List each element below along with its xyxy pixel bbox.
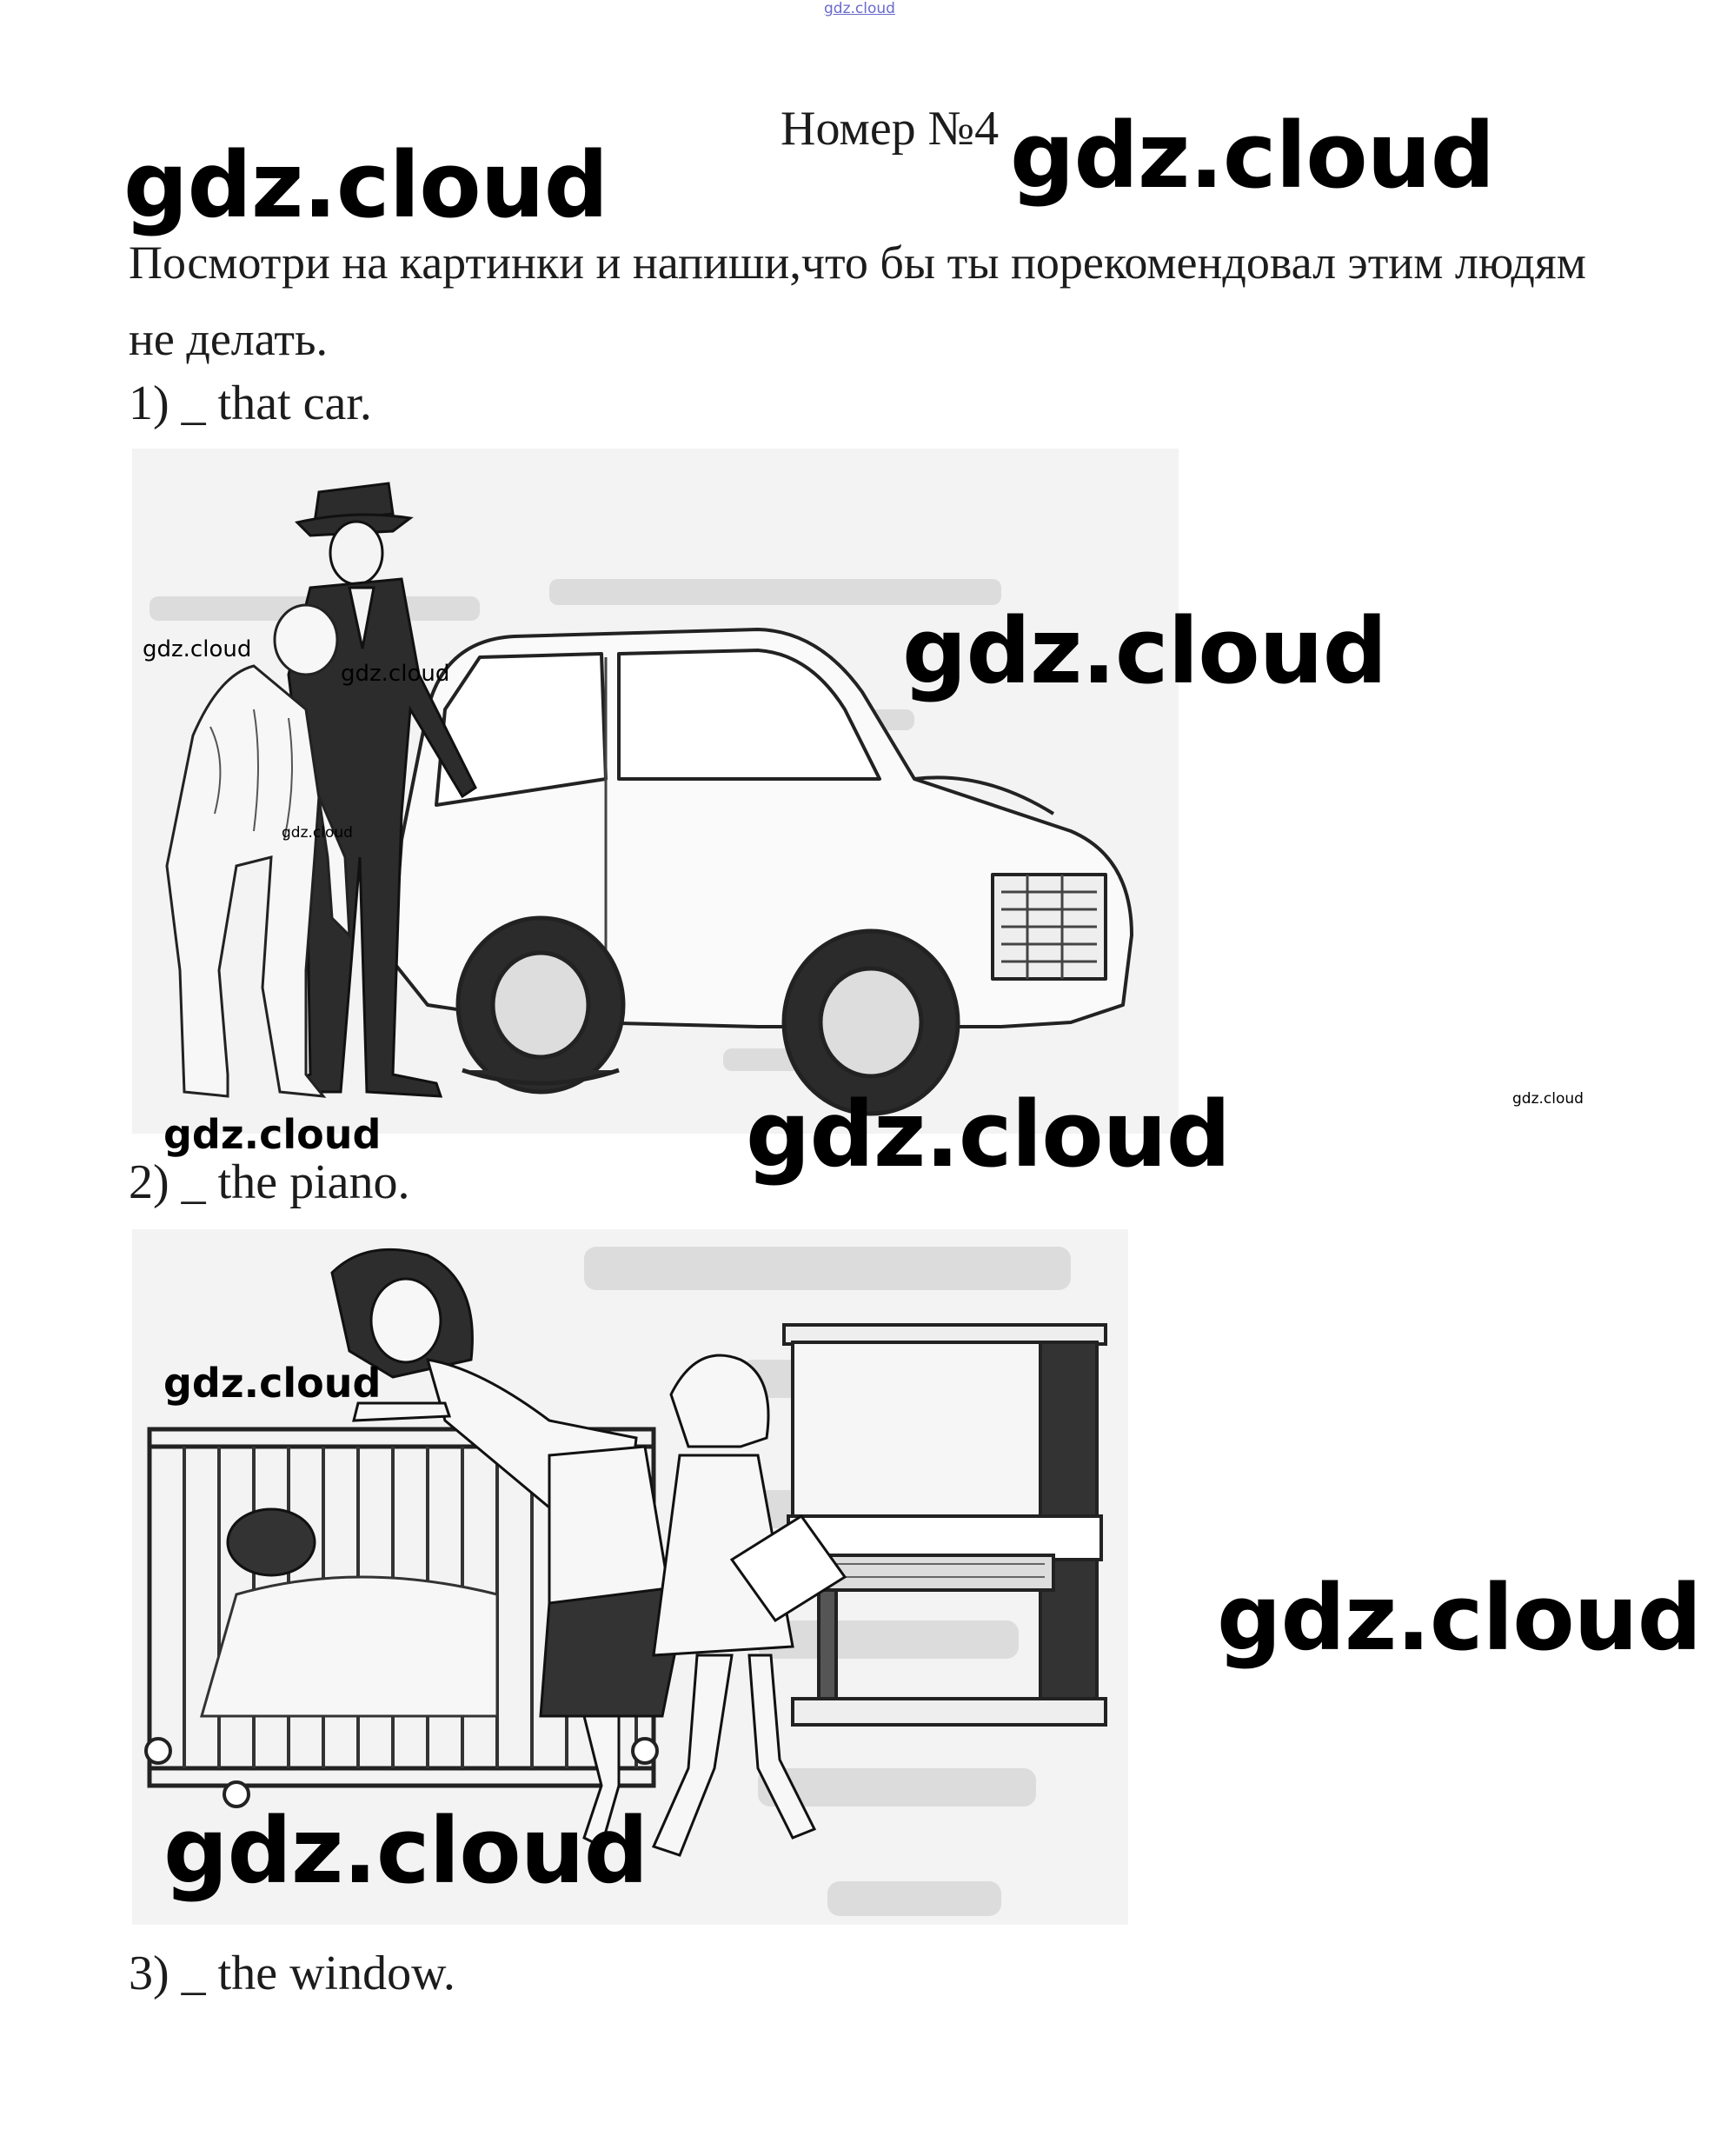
watermark: gdz.cloud <box>341 661 450 687</box>
watermark: gdz.cloud <box>1010 103 1495 209</box>
watermark: gdz.cloud <box>1217 1565 1702 1671</box>
car-scene-drawing <box>132 449 1179 1134</box>
watermark: gdz.cloud <box>163 1798 648 1904</box>
top-watermark[interactable]: gdz.cloud <box>824 0 895 17</box>
watermark: gdz.cloud <box>163 1111 382 1158</box>
illustration-men-car <box>132 449 1179 1134</box>
watermark: gdz.cloud <box>1512 1090 1584 1108</box>
watermark: gdz.cloud <box>143 636 252 662</box>
page-title: Номер №4 <box>781 102 1000 156</box>
watermark: gdz.cloud <box>163 1360 382 1407</box>
task-instruction: Посмотри на картинки и напиши,что бы ты порекомендовал этим людям не делать. <box>129 236 1586 365</box>
watermark: gdz.cloud <box>746 1081 1231 1188</box>
exercise-item-3: 3) _ the window. <box>129 1946 455 2000</box>
watermark: gdz.cloud <box>282 824 353 842</box>
watermark: gdz.cloud <box>123 132 608 238</box>
exercise-item-2: 2) _ the piano. <box>129 1155 410 1209</box>
watermark: gdz.cloud <box>902 598 1387 704</box>
exercise-item-1: 1) _ that car. <box>129 376 372 430</box>
